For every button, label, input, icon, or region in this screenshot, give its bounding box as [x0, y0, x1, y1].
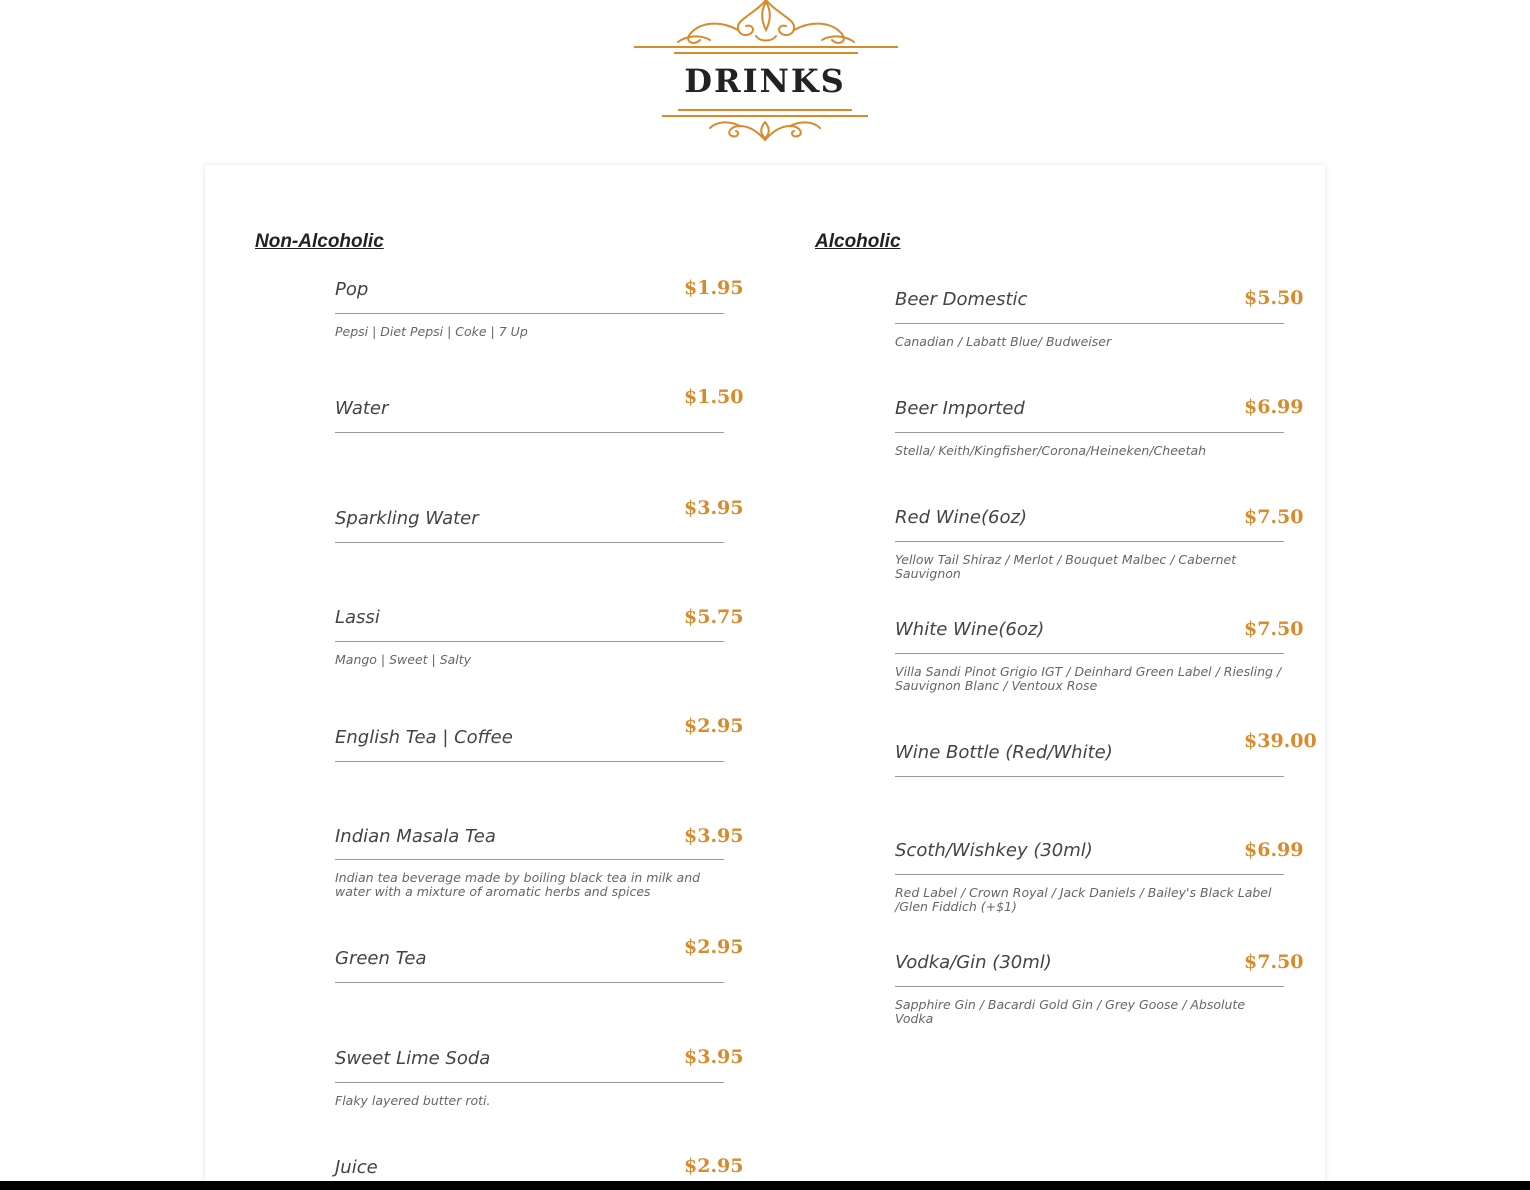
item-divider — [895, 432, 1284, 433]
item-price: $39.00 — [1244, 730, 1317, 752]
item-price: $3.95 — [684, 497, 744, 519]
menu-card — [205, 165, 1325, 1190]
item-price: $2.95 — [684, 715, 744, 737]
item-price: $1.50 — [684, 386, 744, 408]
item-name: Lassi — [335, 607, 380, 628]
item-price: $5.50 — [1244, 287, 1304, 309]
item-price: $3.95 — [684, 1046, 744, 1068]
item-name: Sparkling Water — [335, 508, 479, 529]
bottom-bar — [0, 1181, 1530, 1190]
item-name: Vodka/Gin (30ml) — [895, 952, 1052, 973]
item-description: Villa Sandi Pinot Grigio IGT / Deinhard Green Label / Riesling / Sauvignon Blanc / Ventoux Rose — [895, 664, 1282, 693]
item-price: $5.75 — [684, 606, 744, 628]
item-divider — [335, 313, 724, 314]
item-name: Red Wine(6oz) — [895, 507, 1027, 528]
item-divider — [335, 1082, 724, 1083]
item-description: Yellow Tail Shiraz / Merlot / Bouquet Malbec / Cabernet Sauvignon — [895, 552, 1237, 581]
item-divider — [895, 986, 1284, 987]
item-name: Indian Masala Tea — [335, 826, 496, 847]
item-name: Scoth/Wishkey (30ml) — [895, 840, 1093, 861]
item-description: Mango | Sweet | Salty — [335, 652, 472, 667]
item-price: $1.95 — [684, 277, 744, 299]
item-description: Canadian / Labatt Blue/ Budweiser — [895, 334, 1112, 349]
item-price: $6.99 — [1244, 839, 1304, 861]
item-name: English Tea | Coffee — [335, 727, 513, 748]
item-price: $2.95 — [684, 936, 744, 958]
item-divider — [895, 874, 1284, 875]
item-price: $2.95 — [684, 1155, 744, 1177]
item-name: Pop — [335, 279, 369, 300]
item-name: Wine Bottle (Red/White) — [895, 742, 1113, 763]
item-name: Water — [335, 398, 389, 419]
item-price: $7.50 — [1244, 506, 1304, 528]
item-name: Green Tea — [335, 948, 427, 969]
page-title: DRINKS — [684, 62, 846, 100]
item-divider — [895, 653, 1284, 654]
item-description: Flaky layered butter roti. — [335, 1093, 491, 1108]
item-price: $7.50 — [1244, 618, 1304, 640]
item-divider — [335, 982, 724, 983]
item-name: Beer Domestic — [895, 289, 1028, 310]
item-description: Pepsi | Diet Pepsi | Coke | 7 Up — [335, 324, 528, 339]
item-divider — [335, 542, 724, 543]
item-name: Beer Imported — [895, 398, 1025, 419]
section-title-alcoholic: Alcoholic — [815, 231, 901, 252]
bottom-ornament-icon — [660, 104, 870, 144]
item-divider — [335, 761, 724, 762]
section-title-non-alcoholic: Non-Alcoholic — [255, 231, 384, 252]
item-price: $3.95 — [684, 825, 744, 847]
top-ornament-icon — [630, 0, 902, 58]
page-header — [0, 0, 1530, 150]
item-price: $6.99 — [1244, 396, 1304, 418]
item-divider — [895, 323, 1284, 324]
item-name: Sweet Lime Soda — [335, 1048, 491, 1069]
item-description: Stella/ Keith/Kingfisher/Corona/Heineken/Cheetah — [895, 443, 1207, 458]
item-divider — [895, 776, 1284, 777]
item-divider — [895, 541, 1284, 542]
item-description: Sapphire Gin / Bacardi Gold Gin / Grey Goose / Absolute Vodka — [895, 997, 1246, 1026]
item-price: $7.50 — [1244, 951, 1304, 973]
item-divider — [335, 432, 724, 433]
item-name: Juice — [335, 1157, 378, 1178]
item-description: Indian tea beverage made by boiling black tea in milk and water with a mixture of aromatic herbs and spices — [335, 870, 701, 899]
item-name: White Wine(6oz) — [895, 619, 1045, 640]
item-divider — [335, 641, 724, 642]
item-divider — [335, 859, 724, 860]
item-description: Red Label / Crown Royal / Jack Daniels / Bailey's Black Label /Glen Fiddich (+$1) — [895, 885, 1272, 914]
